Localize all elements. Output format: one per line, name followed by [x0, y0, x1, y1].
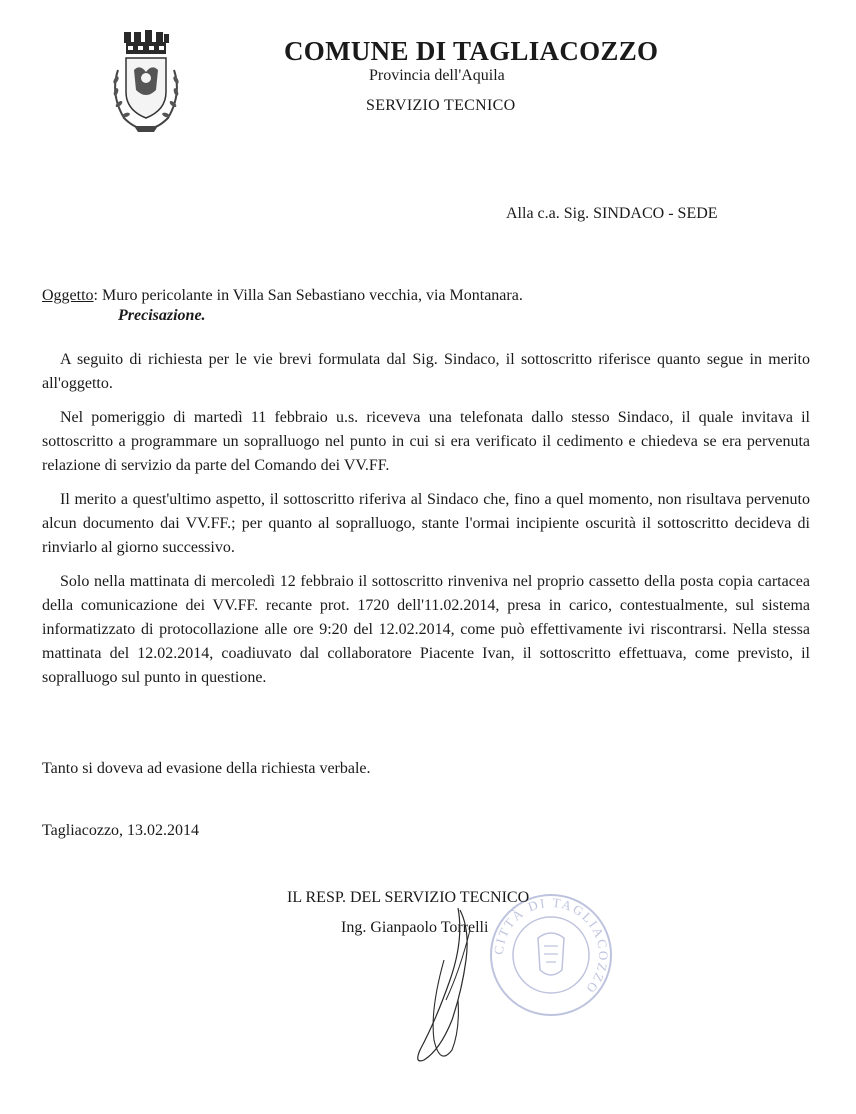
paragraph: Solo nella mattinata di mercoledì 12 febbraio il sottoscritto rinveniva nel proprio cassetto della posta copia cartacea della comunicazione dei VV.FF. recante prot. 1720 dell'11.02.2014, presa in carico, contestualmente, sul sistema informatizzato di protocollazione alle ore 9:20 del 12.02.2014, come può effettivamente ivi riscontrarsi. Nella stessa mattinata del 12.02.2014, coadiuvato dal collaboratore Piacente Ivan, il sottoscritto effettuava, come previsto, il sopralluogo sul punto in questione.: [42, 573, 810, 686]
org-name: COMUNE DI TAGLIACOZZO: [284, 36, 659, 66]
recipient: Alla c.a. Sig. SINDACO - SEDE: [506, 205, 718, 222]
paragraph: Nel pomeriggio di martedì 11 febbraio u.s. riceveva una telefonata dallo stesso Sindaco, il quale invitava il sottoscritto a programmare un sopralluogo nel punto in cui si era verificato il cedimento e chiedeva se era pervenuta relazione di servizio da parte del Comando dei VV.FF.: [42, 409, 810, 474]
subject-text: : Muro pericolante in Villa San Sebastiano vecchia, via Montanara.: [93, 287, 523, 304]
municipal-crest-icon: [104, 30, 188, 136]
closing-line: Tanto si doveva ad evasione della richiesta verbale.: [42, 760, 371, 777]
paragraph: A seguito di richiesta per le vie brevi formulata dal Sig. Sindaco, il sottoscritto riferisce quanto segue in merito all'oggetto.: [42, 351, 810, 392]
handwritten-signature-icon: [400, 900, 490, 1070]
subject-label: Oggetto: [42, 287, 94, 304]
province: Provincia dell'Aquila: [369, 67, 505, 84]
paragraph: Il merito a quest'ultimo aspetto, il sottoscritto riferiva al Sindaco che, fino a quel momento, non risultava pervenuto alcun documento dai VV.FF.; per quanto al sopralluogo, stante l'ormai incipiente oscurità il sottoscritto decideva di rinviarlo al giorno successivo.: [42, 491, 810, 556]
subject: [42, 286, 822, 326]
place-date: Tagliacozzo, 13.02.2014: [42, 822, 200, 839]
letter-body: [42, 348, 810, 700]
official-stamp-icon: [486, 890, 616, 1020]
signature-title: IL RESP. DEL SERVIZIO TECNICO: [287, 889, 530, 906]
stamp-text: CITTÀ DI TAGLIACOZZO: [490, 894, 612, 998]
signature-name: Ing. Gianpaolo Torrelli: [341, 919, 489, 936]
service-name: SERVIZIO TECNICO: [366, 97, 516, 114]
subject-note: Precisazione.: [118, 307, 206, 324]
